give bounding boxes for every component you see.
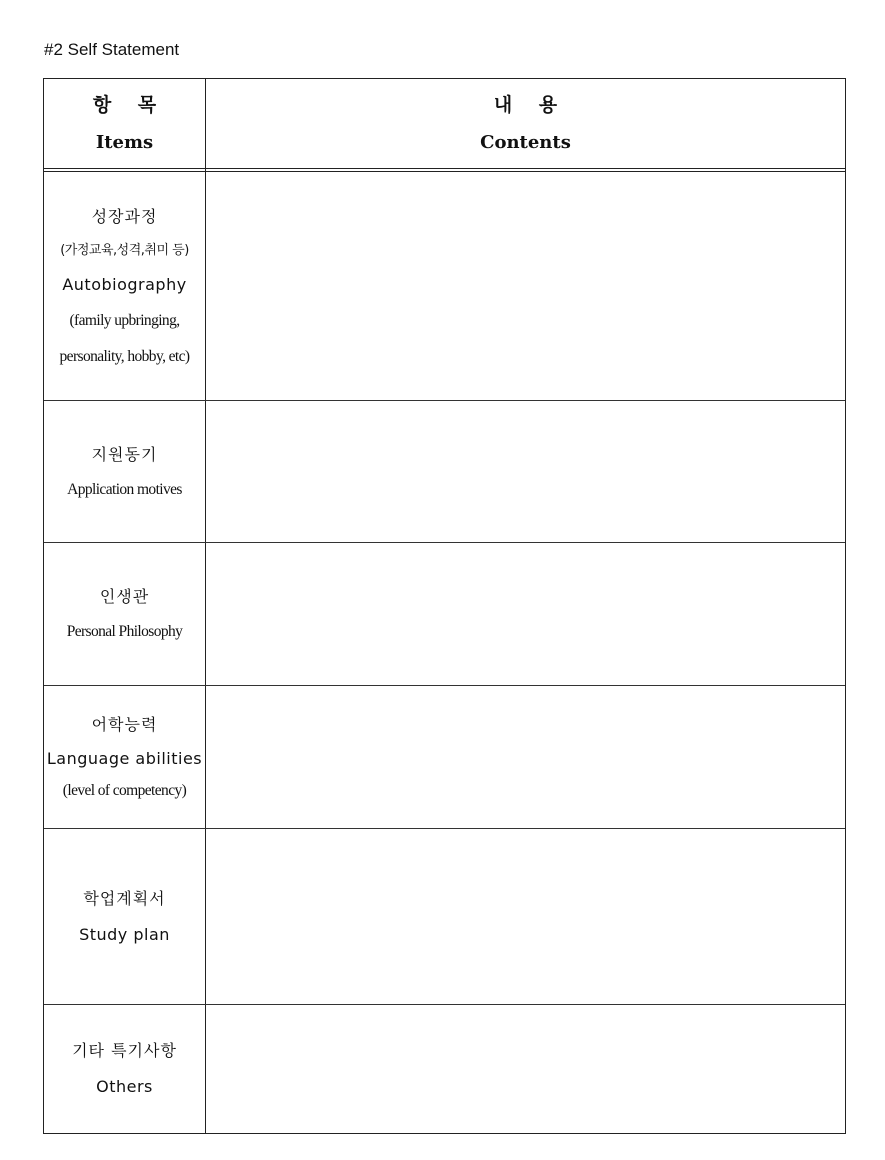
content-study-plan[interactable] [206, 829, 845, 1004]
item-language-abilities-ko: 어학능력 [91, 714, 158, 734]
item-application-motives [44, 401, 205, 542]
item-study-plan [44, 829, 205, 1004]
header-contents-ko: 내 용 [493, 93, 568, 116]
item-language-abilities [44, 686, 205, 828]
item-language-abilities-en: Language abilities [46, 748, 203, 768]
item-personal-philosophy [44, 543, 205, 685]
item-others-en: Others [96, 1077, 153, 1096]
content-study-plan-area[interactable] [206, 829, 845, 1004]
item-others-ko: 기타 특기사항 [72, 1041, 177, 1060]
header-contents-cell [206, 79, 845, 168]
content-personal-philosophy[interactable] [206, 543, 845, 685]
item-autobiography-ko: 성장과정 [91, 206, 158, 226]
item-autobiography-en-sub-1: (family upbringing, [69, 311, 180, 329]
item-personal-philosophy-ko: 인생관 [99, 587, 150, 606]
item-study-plan-en: Study plan [79, 924, 170, 944]
item-application-motives-en: Application motives [67, 480, 182, 498]
document-title: #2 Self Statement [44, 40, 180, 59]
header-items-cell [44, 79, 205, 168]
content-language-abilities-area[interactable] [206, 686, 845, 828]
header-items-ko: 항 목 [92, 93, 167, 116]
content-autobiography[interactable] [206, 172, 845, 400]
item-application-motives-ko: 지원동기 [91, 444, 158, 464]
item-autobiography [44, 172, 205, 400]
item-autobiography-en: Autobiography [62, 274, 187, 294]
content-language-abilities[interactable] [206, 686, 845, 828]
content-application-motives-area[interactable] [206, 401, 845, 542]
content-others-area[interactable] [206, 1005, 845, 1133]
item-autobiography-ko-sub: (가정교육,성격,취미 등) [60, 242, 189, 258]
content-personal-philosophy-area[interactable] [206, 543, 845, 685]
item-others [44, 1005, 205, 1133]
item-personal-philosophy-en: Personal Philosophy [66, 623, 183, 640]
item-language-abilities-en-sub: (level of competency) [62, 781, 187, 799]
item-autobiography-en-sub-2: personality, hobby, etc) [59, 347, 190, 365]
self-statement-table [43, 78, 846, 1134]
content-others[interactable] [206, 1005, 845, 1133]
item-study-plan-ko: 학업계획서 [83, 888, 166, 908]
header-items-en: Items [95, 131, 154, 153]
header-contents-en: Contents [480, 131, 571, 153]
content-autobiography-area[interactable] [206, 172, 845, 400]
content-application-motives[interactable] [206, 401, 845, 542]
